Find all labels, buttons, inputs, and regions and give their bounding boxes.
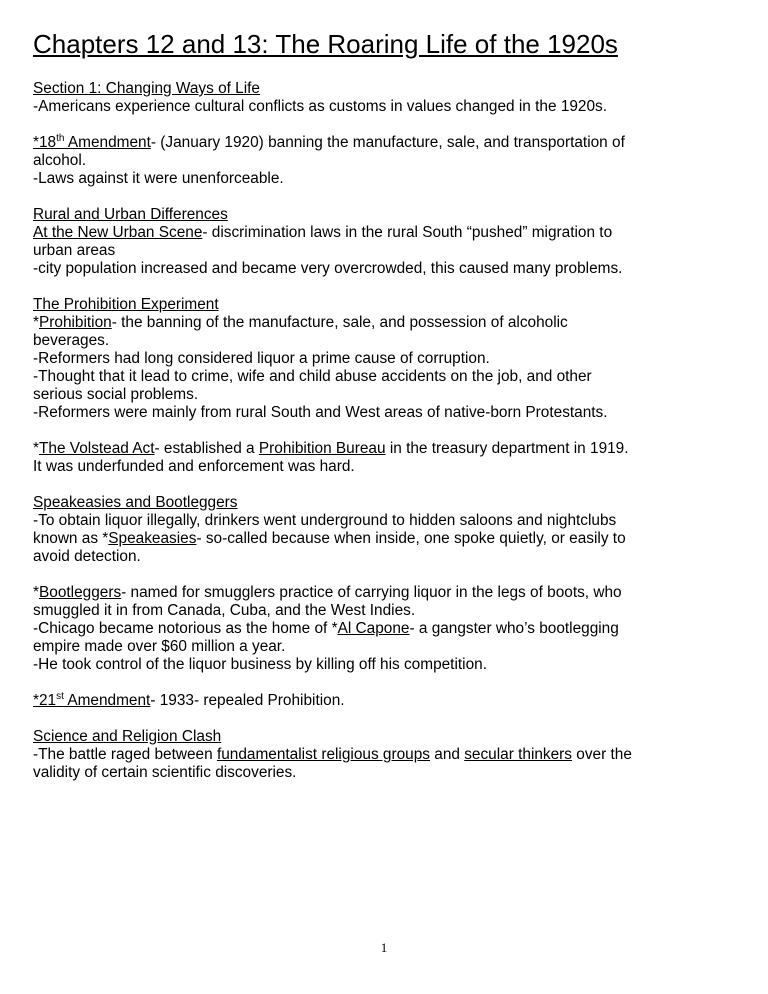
- secular-thinkers-term: secular thinkers: [464, 746, 572, 763]
- bootleggers-paragraph: *Bootleggers- named for smugglers practice of carrying liquor in the legs of boots, who smuggled it in from Canada, Cuba, and the West Indies. -Chicago became notorious as the home of *Al Capone- a gangster who’s bootlegging empire made over $60 million a year. -He took control of the liquor business by killing off his competition.: [33, 584, 622, 673]
- page-number: 1: [380, 940, 388, 955]
- volstead-act-paragraph: *The Volstead Act- established a Prohibition Bureau in the treasury department in 1919. It was underfunded and enforcement was hard.: [33, 440, 629, 475]
- rural-urban-section: Rural and Urban Differences At the New Urban Scene- discrimination laws in the rural South “pushed” migration to urban areas -city population increased and became very overcrowded, this caused many problems.: [33, 206, 733, 278]
- speakeasies-term: Speakeasies: [108, 530, 197, 547]
- prohibition-section: The Prohibition Experiment *Prohibition- the banning of the manufacture, sale, and possession of alcoholic beverages. -Reformers had long considered liquor a prime cause of corruption. -Thought that it lead to crime, wife and child abuse accidents on the job, and other serious social problems. -Reformers were mainly from rural South and West areas of native-born Protestants.: [33, 296, 733, 422]
- urban-scene-term: At the New Urban Scene: [33, 224, 203, 241]
- amendment-21-paragraph: *21st Amendment- 1933- repealed Prohibition.: [33, 691, 345, 709]
- amendment-18-paragraph: *18th Amendment- (January 1920) banning the manufacture, sale, and transportation of alcohol. -Laws against it were unenforceable.: [33, 133, 625, 187]
- document-page: [33, 28, 733, 782]
- section-1: [33, 80, 733, 116]
- speakeasies-section: Speakeasies and Bootleggers -To obtain liquor illegally, drinkers went underground to hidden saloons and nightclubs known as *Speakeasies- so-called because when inside, one spoke quietly, or easily to avoid detection.: [33, 494, 733, 566]
- speakeasies-heading: Speakeasies and Bootleggers: [33, 494, 238, 511]
- amendment-18-term: *18th Amendment: [33, 133, 151, 151]
- prohibition-term: Prohibition: [39, 314, 112, 331]
- science-religion-section: Science and Religion Clash -The battle raged between fundamentalist religious groups and secular thinkers over the validity of certain scientific discoveries.: [33, 728, 733, 782]
- rural-urban-heading: Rural and Urban Differences: [33, 206, 228, 223]
- amendment-21-term: *21st Amendment: [33, 691, 151, 709]
- page-title: Chapters 12 and 13: The Roaring Life of the 1920s: [33, 29, 618, 59]
- fundamentalist-term: fundamentalist religious groups: [216, 746, 430, 763]
- al-capone-term: Al Capone: [337, 620, 410, 637]
- bootleggers-term: Bootleggers: [39, 584, 122, 601]
- prohibition-bureau-term: Prohibition Bureau: [258, 440, 386, 457]
- section-1-heading: Section 1: Changing Ways of Life: [33, 80, 260, 97]
- volstead-act-term: The Volstead Act: [39, 440, 155, 457]
- prohibition-heading: The Prohibition Experiment: [33, 296, 219, 313]
- science-religion-heading: Science and Religion Clash: [33, 728, 222, 745]
- section-1-text: -Americans experience cultural conflicts as customs in values changed in the 1920s.: [33, 98, 608, 115]
